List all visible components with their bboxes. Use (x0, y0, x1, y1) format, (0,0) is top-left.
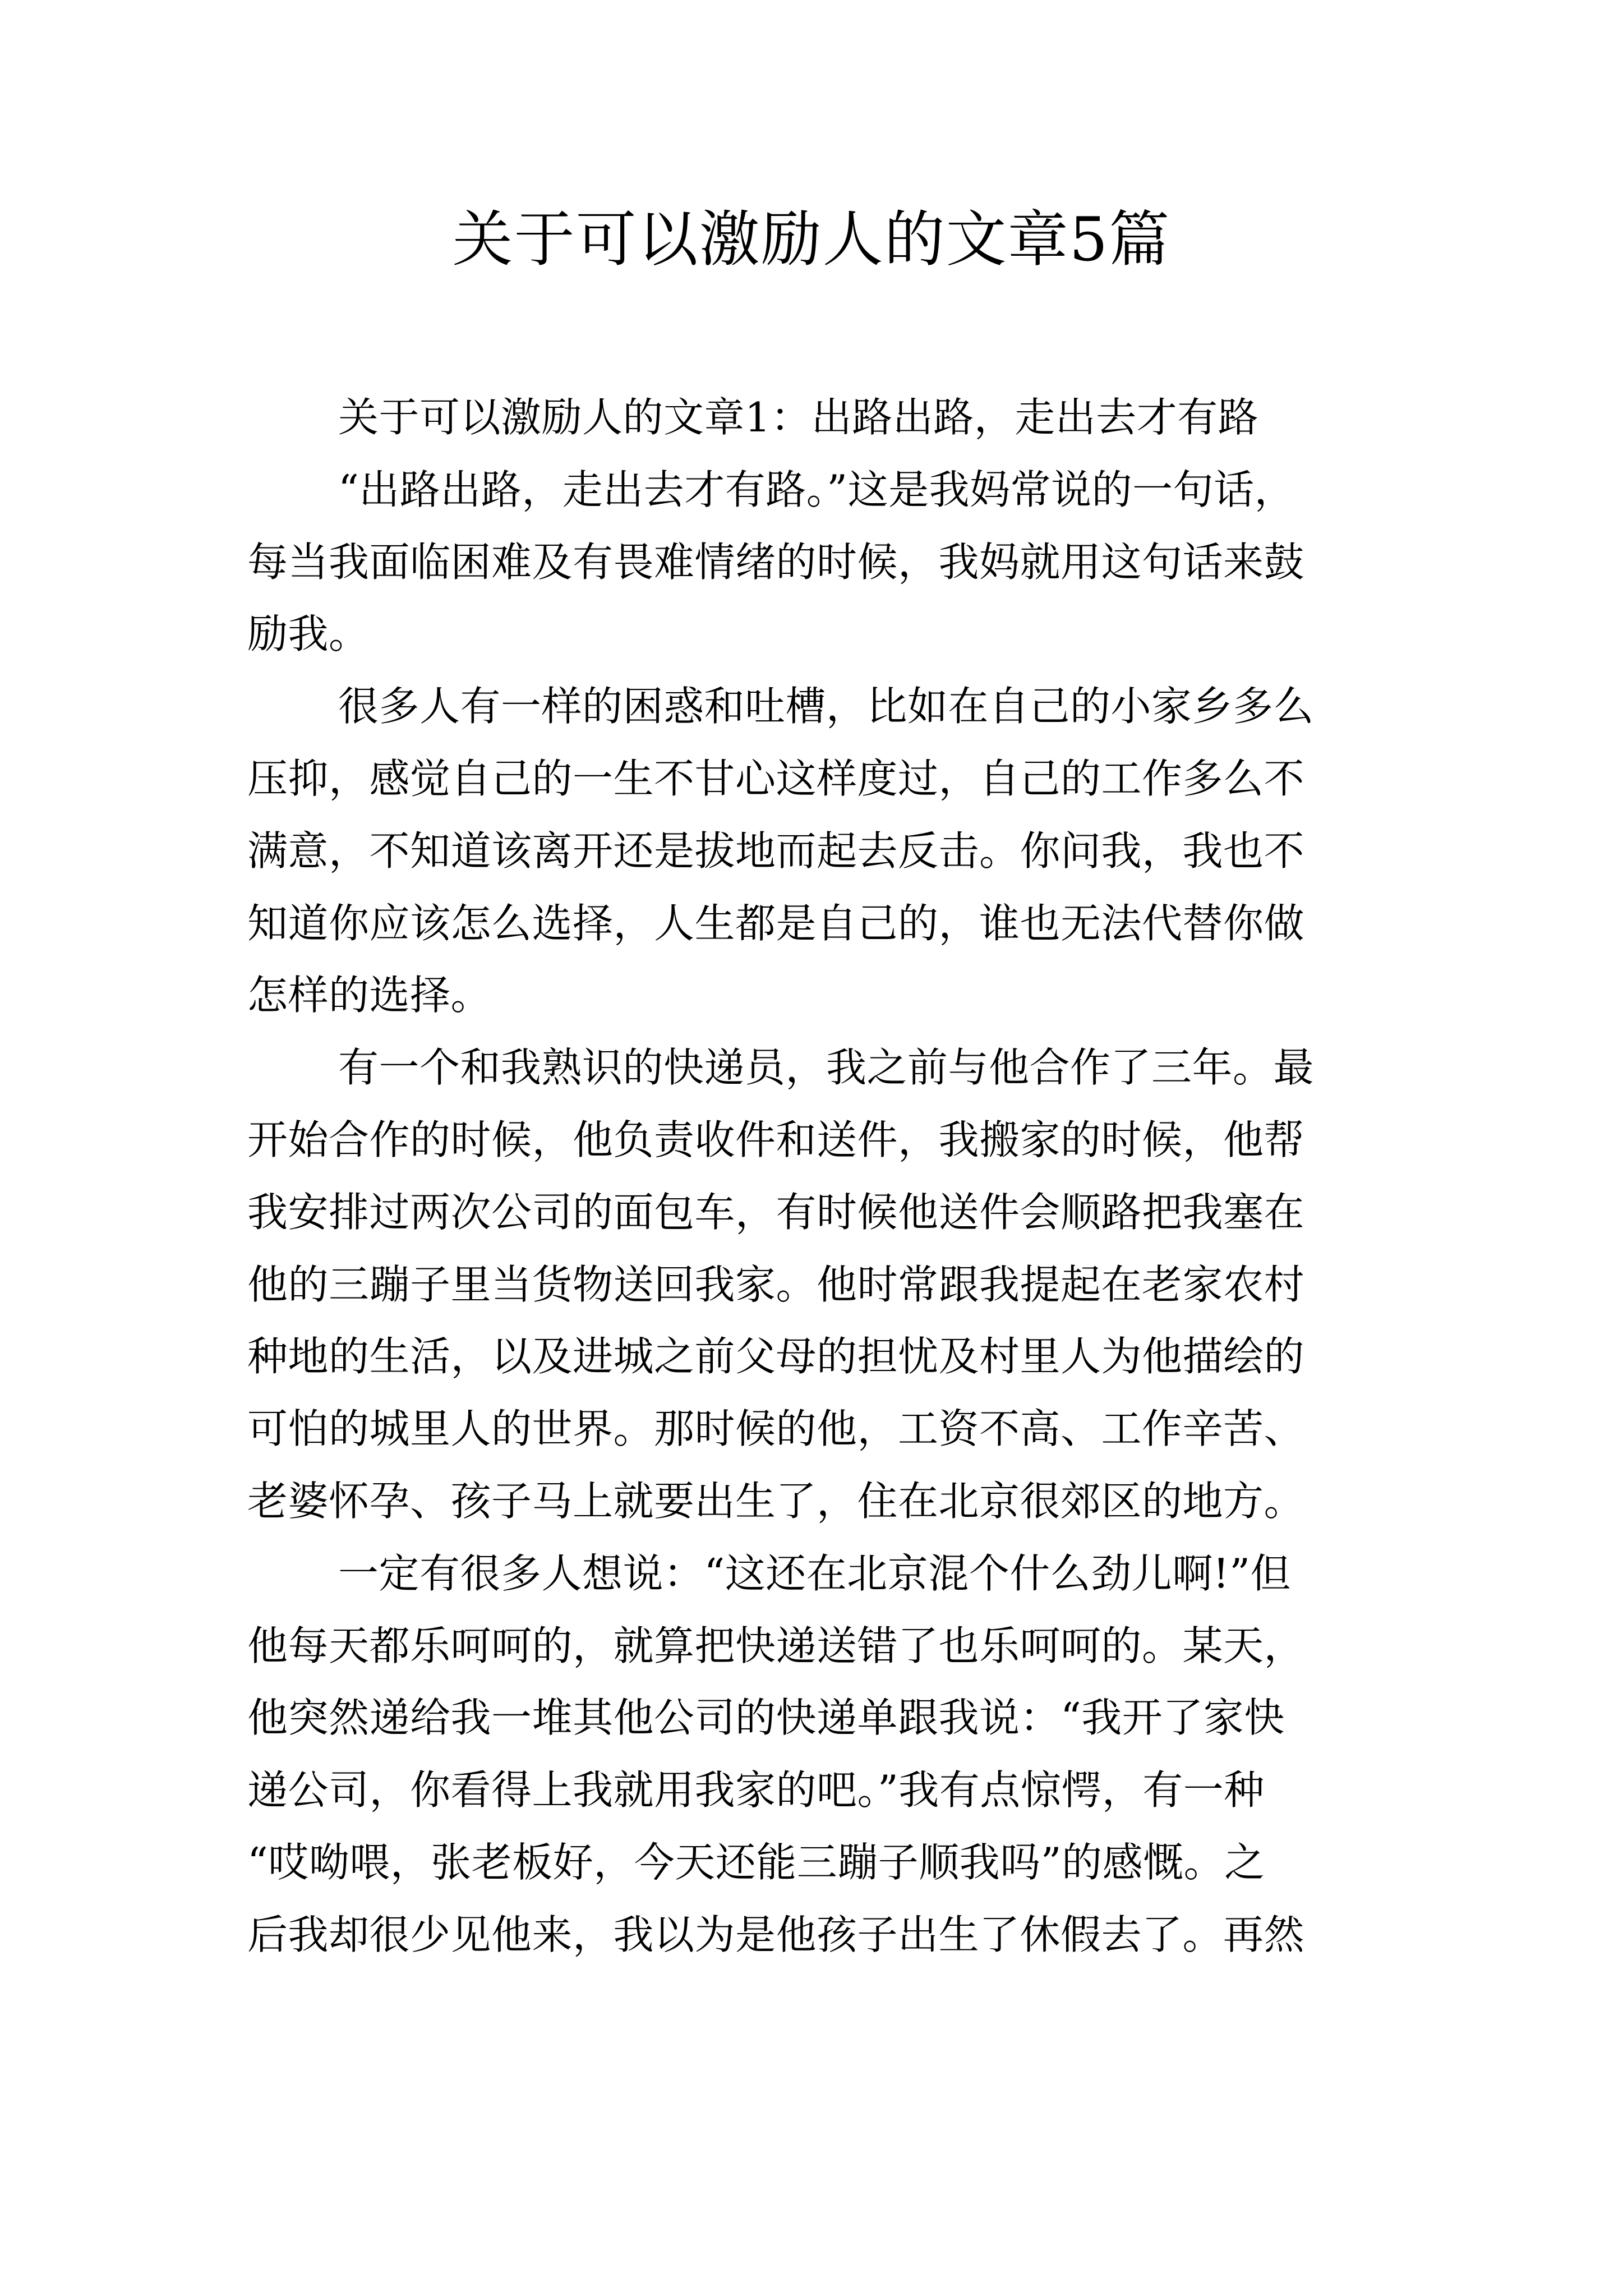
text-line: 我安排过两次公司的面包车，有时候他送件会顺路把我塞在 (247, 1188, 1305, 1236)
text-line: 有一个和我熟识的快递员，我之前与他合作了三年。最 (338, 1044, 1315, 1092)
document-title: 关于可以激励人的文章5篇 (452, 205, 1171, 275)
text-line: 老婆怀孕、孩子马上就要出生了，住在北京很郊区的地方。 (247, 1477, 1305, 1525)
text-line: 满意，不知道该离开还是拔地而起去反击。你问我，我也不 (247, 827, 1305, 875)
text-line: “出路出路，走出去才有路。”这是我妈常说的一句话， (338, 466, 1295, 513)
text-line: 很多人有一样的困惑和吐槽，比如在自己的小家乡多么 (338, 683, 1315, 730)
text-line: 递公司，你看得上我就用我家的吧。”我有点惊愕，有一种 (247, 1766, 1265, 1814)
text-line: 后我却很少见他来，我以为是他孩子出生了休假去了。再然 (247, 1911, 1305, 1958)
text-line: 他突然递给我一堆其他公司的快递单跟我说：“我开了家快 (247, 1694, 1285, 1742)
text-line: 压抑，感觉自己的一生不甘心这样度过，自己的工作多么不 (247, 754, 1305, 802)
text-line: 种地的生活，以及进城之前父母的担忧及村里人为他描绘的 (247, 1333, 1305, 1381)
text-line: 怎样的选择。 (247, 972, 492, 1019)
text-line: “哎呦喂，张老板好，今天还能三蹦子顺我吗”的感慨。之 (247, 1838, 1265, 1886)
text-line: 一定有很多人想说：“这还在北京混个什么劲儿啊!”但 (338, 1549, 1292, 1597)
text-line: 他的三蹦子里当货物送回我家。他时常跟我提起在老家农村 (247, 1260, 1305, 1308)
text-line: 关于可以激励人的文章1：出路出路，走出去才有路 (338, 394, 1259, 441)
text-line: 励我。 (247, 610, 370, 658)
text-line: 每当我面临困难及有畏难情绪的时候，我妈就用这句话来鼓 (247, 538, 1305, 586)
text-line: 开始合作的时候，他负责收件和送件，我搬家的时候，他帮 (247, 1116, 1305, 1163)
document-body (247, 381, 1447, 1971)
text-line: 他每天都乐呵呵的，就算把快递送错了也乐呵呵的。某天， (247, 1622, 1305, 1669)
text-line: 知道你应该怎么选择，人生都是自己的，谁也无法代替你做 (247, 899, 1305, 947)
text-line: 可怕的城里人的世界。那时候的他，工资不高、工作辛苦、 (247, 1405, 1305, 1453)
